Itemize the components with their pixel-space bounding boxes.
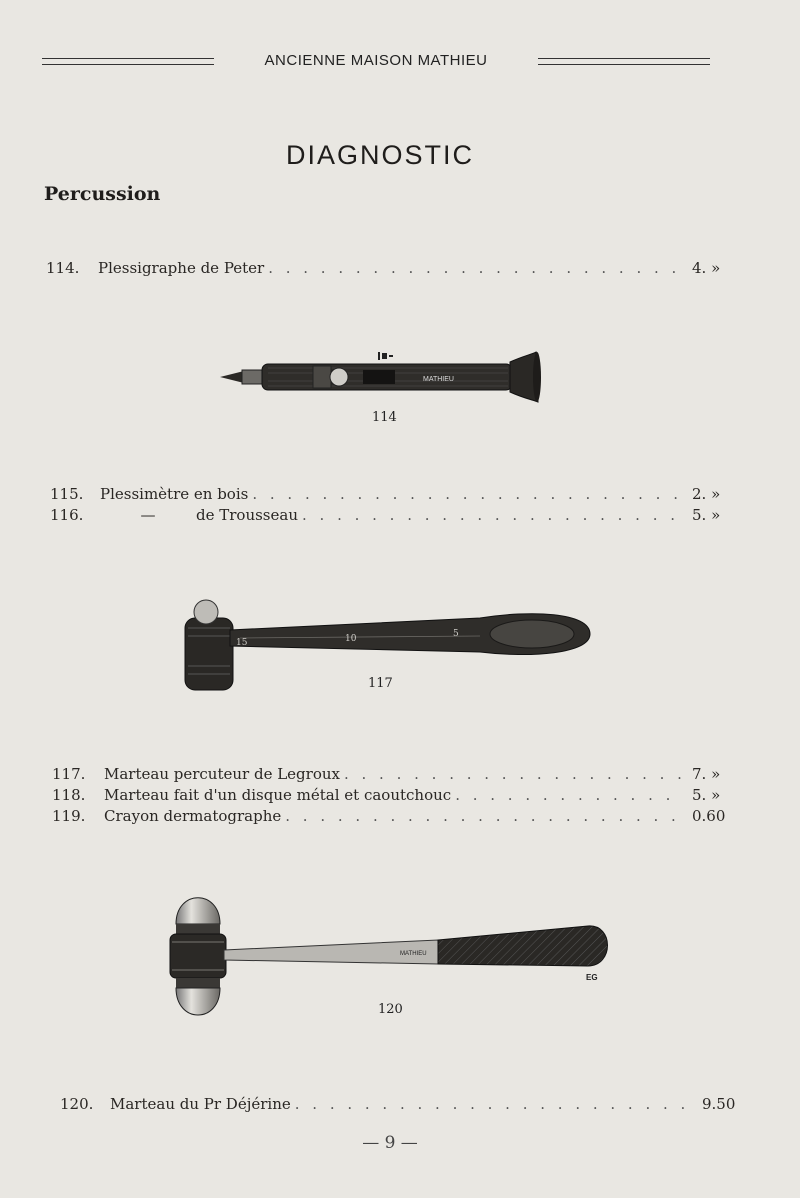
scale-mark: 10 bbox=[345, 634, 357, 644]
figure-caption-114: 114 bbox=[372, 410, 397, 425]
leader-dots bbox=[268, 258, 684, 278]
page-header bbox=[42, 52, 710, 72]
engraved-mark: MATHIEU bbox=[423, 376, 454, 383]
catalog-item-115 bbox=[50, 484, 726, 504]
catalog-item-120 bbox=[60, 1094, 736, 1114]
item-price: 2. » bbox=[692, 485, 721, 503]
item-label: Plessigraphe de Peter bbox=[98, 259, 265, 277]
leader-dots bbox=[295, 1094, 694, 1114]
item-price: 7. » bbox=[692, 765, 721, 783]
item-number: 119. bbox=[52, 807, 86, 825]
item-price: 9.50 bbox=[702, 1095, 736, 1113]
item-number: 118. bbox=[52, 786, 86, 804]
item-number: 115. bbox=[50, 485, 84, 503]
item-number: 114. bbox=[46, 259, 80, 277]
leader-dots bbox=[302, 505, 684, 525]
item-label bbox=[100, 505, 298, 525]
item-label: Crayon dermatographe bbox=[104, 807, 282, 825]
leader-dots bbox=[285, 806, 684, 826]
item-price: 5. » bbox=[692, 786, 721, 804]
catalog-item-118 bbox=[52, 785, 726, 805]
item-number: 116. bbox=[50, 506, 84, 524]
item-label: Marteau fait d'un disque métal et caoutchouc bbox=[104, 786, 452, 804]
item-price: 0.60 bbox=[692, 807, 726, 825]
item-price: 4. » bbox=[692, 259, 721, 277]
catalog-item-114 bbox=[46, 258, 726, 278]
ditto-dash: — bbox=[140, 506, 156, 524]
catalog-item-116 bbox=[50, 505, 726, 525]
figure-caption-117: 117 bbox=[368, 676, 393, 691]
plessigraph-illustration bbox=[218, 346, 548, 406]
page-title: DIAGNOSTIC bbox=[285, 140, 474, 170]
catalog-item-117 bbox=[52, 764, 726, 784]
catalog-item-119 bbox=[52, 806, 726, 826]
item-number: 120. bbox=[60, 1095, 94, 1113]
item-label: Plessimètre en bois bbox=[100, 485, 249, 503]
leader-dots bbox=[455, 785, 684, 805]
item-label: Marteau du Pr Déjérine bbox=[110, 1095, 291, 1113]
item-number: 117. bbox=[52, 765, 86, 783]
page-number: — 9 — bbox=[362, 1133, 418, 1153]
engraver-signature: EG bbox=[586, 973, 598, 982]
item-label-text: de Trousseau bbox=[196, 506, 298, 524]
scale-mark: 15 bbox=[236, 638, 248, 648]
leader-dots bbox=[344, 764, 684, 784]
header-title: ANCIENNE MAISON MATHIEU bbox=[264, 52, 488, 69]
header-rule-right bbox=[538, 58, 710, 65]
item-price: 5. » bbox=[692, 506, 721, 524]
item-label: Marteau percuteur de Legroux bbox=[104, 765, 340, 783]
engraved-mark: MATHIEU bbox=[400, 951, 427, 957]
leader-dots bbox=[252, 484, 684, 504]
section-heading: Percussion bbox=[44, 183, 161, 205]
scale-mark: 5 bbox=[453, 629, 459, 639]
figure-caption-120: 120 bbox=[378, 1002, 403, 1017]
